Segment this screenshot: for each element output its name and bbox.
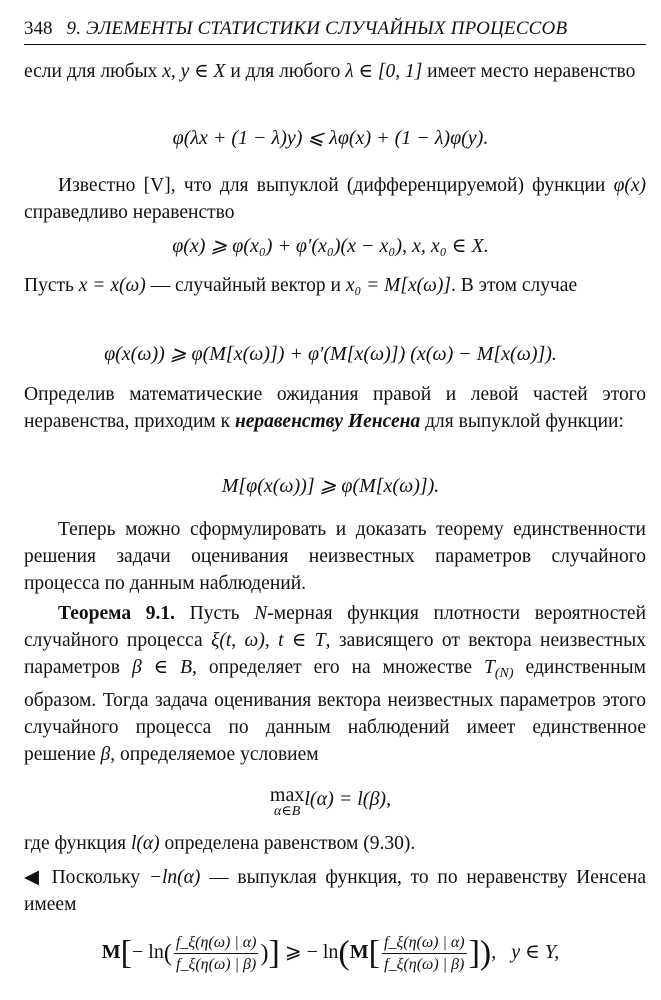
max-operator: max α∈B: [269, 784, 305, 819]
term-jensen-inequality: неравенству Иенсена: [234, 411, 421, 432]
math-phi-x: φ(x): [613, 175, 646, 196]
paragraph-random-vector: Пусть x = x(ω) — случайный вектор и x₀ = M[x(ω)]. В этом случае: [24, 275, 578, 296]
running-header: [24, 14, 646, 45]
formula-tangent-inequality: φ(x) ⩾ φ(x₀) + φ′(x₀)(x − x₀), x, x₀ ∈ X.: [172, 235, 489, 257]
paragraph-jensen: Определив математические ожидания правой и левой частей этого неравенства, приходим к неравенству Иенсена для выпуклой функции:: [24, 384, 646, 432]
paragraph-theorem-intro: Теперь можно сформулировать и доказать теорему единственности решения задачи оценивания неизвестных параметров случайного процесса по данным наблюдений.: [24, 519, 646, 594]
formula-random-tangent: φ(x(ω)) ⩾ φ(M[x(ω)]) + φ′(M[x(ω)]) (x(ω) − M[x(ω)]).: [104, 343, 557, 365]
page-number: 348: [24, 18, 53, 39]
math-minus-ln: −ln(α): [148, 867, 201, 888]
theorem-9-1: Теорема 9.1. Пусть N-мерная функция плотности вероятностей случайного процесса ξ(t, ω), t ∈ T, зависящего от вектора неизвестных параметров β ∈ B, определяет его на множестве $T_{(N)}$ единственным образом. Тогда задача оценивания вектора неизвестных параметров этого случайного процесса по данным наблюдений имеет единственное решение β, определяемое условием: [24, 603, 646, 766]
formula-convexity-inequality: φ(λx + (1 − λ)y) ⩽ λφ(x) + (1 − λ)φ(y).: [172, 127, 489, 149]
fraction-density-ratio-2: $\frac{f\_\xi(\eta(\omega) | \alpha)}{f\_\xi(\eta(\omega) | \beta)}$: [383, 934, 465, 973]
chapter-title: 9. ЭЛЕМЕНТЫ СТАТИСТИКИ СЛУЧАЙНЫХ ПРОЦЕССОВ: [66, 18, 568, 39]
math-l-alpha: l(α): [131, 833, 160, 854]
paragraph-proof-start: ◀ Поскольку −ln(α) — выпуклая функция, то по неравенству Иенсена имеем: [24, 867, 646, 915]
theorem-label: Теорема 9.1.: [58, 603, 175, 624]
math-x-omega: x = x(ω): [78, 275, 146, 296]
math-x0-expectation: x₀ = M[x(ω)]: [345, 275, 451, 296]
formula-max-likelihood: max α∈B l(α) = l(β),: [269, 784, 392, 819]
formula-jensen-inequality: M[φ(x(ω))] ⩾ φ(M[x(ω)]).: [221, 475, 440, 497]
fraction-density-ratio-1: $\frac{f\_\xi(\eta(\omega) | \alpha)}{f\_\xi(\eta(\omega) | \beta)}$: [175, 934, 257, 973]
paragraph-differentiable-convex: Известно [V], что для выпуклой (дифференцируемой) функции φ(x) справедливо неравенство: [24, 175, 646, 223]
formula-jensen-log-likelihood: M[− ln( $\frac{f\_\xi(\eta(\omega) | \alpha)}{f\_\xi(\eta(\omega) | \beta)}$ )] ⩾ − ln(M[ $\frac{f\_\xi(\eta(\omega) | \alpha)}{f\_\xi(\eta(\omega) | \beta)}$ ]), y ∈ Y,: [101, 934, 560, 973]
math-x-y-in-X: x, y ∈ X: [162, 61, 226, 82]
paragraph-l-alpha-definition: где функция l(α) определена равенством (9.30).: [24, 833, 416, 854]
math-lambda-interval: λ ∈ [0, 1]: [345, 61, 423, 82]
proof-start-marker: ◀: [24, 867, 43, 888]
paragraph-convexity-condition: если для любых x, y ∈ X и для любого λ ∈ [0, 1] имеет место неравенство: [24, 61, 636, 82]
